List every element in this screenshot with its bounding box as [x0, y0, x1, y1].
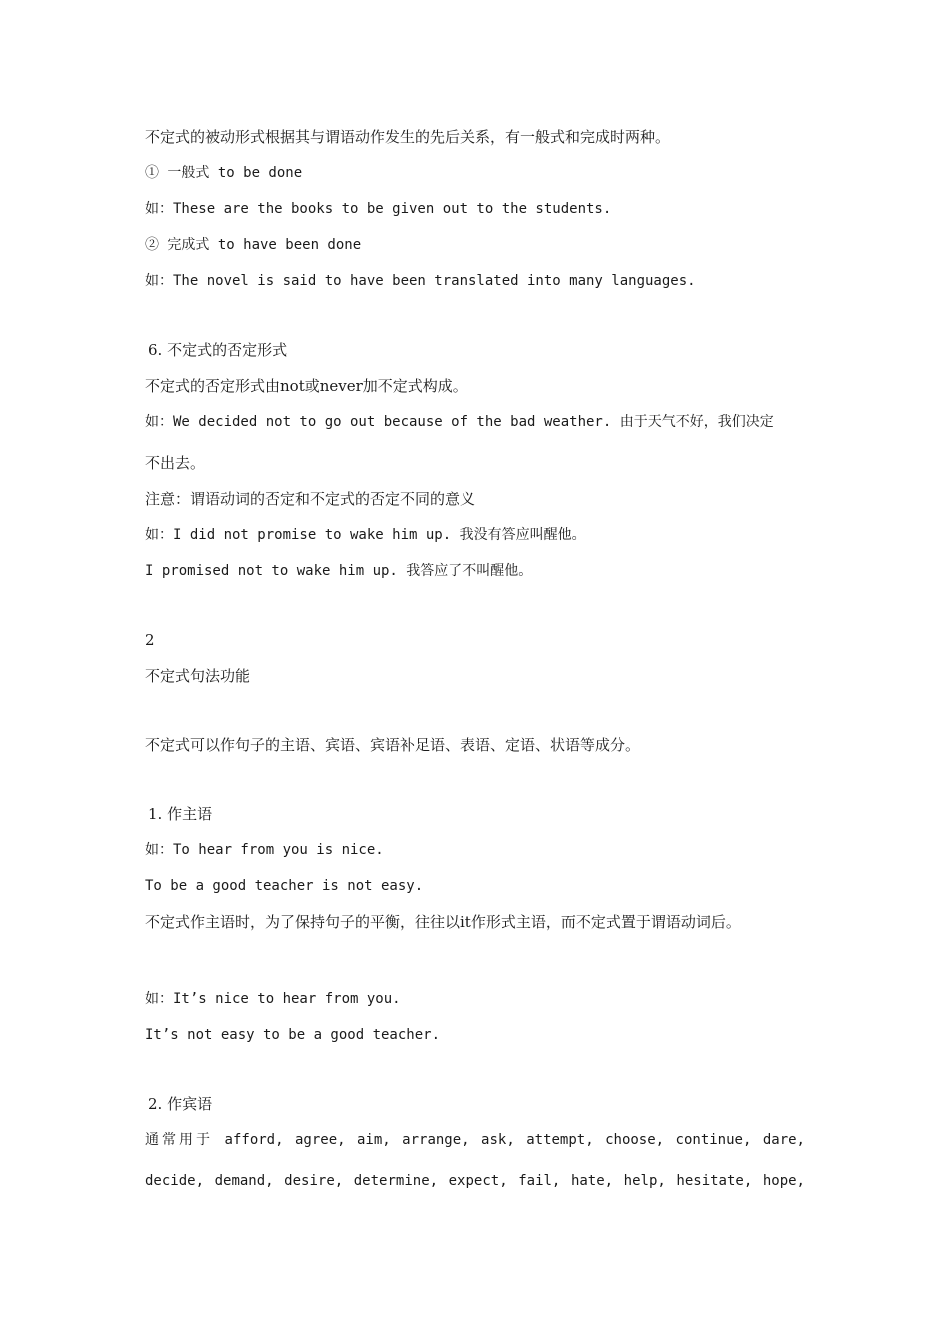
negative-example-line1: 如：We decided not to go out because of the bad weather. 由于天气不好，我们决定: [145, 414, 774, 430]
object-verbs-line1: 通常用于 afford, agree, aim, arrange, ask, attempt, choose, continue, dare,: [145, 1132, 805, 1148]
negative-heading: 6. 不定式的否定形式: [148, 341, 288, 359]
subject-example4: It’s not easy to be a good teacher.: [145, 1027, 441, 1043]
passive-perfect-example: 如：The novel is said to have been translated into many languages.: [145, 273, 696, 289]
subject-heading: 1. 作主语: [148, 805, 213, 823]
subject-example3: 如：It’s nice to hear from you.: [145, 991, 401, 1007]
subject-example1: 如：To hear from you is nice.: [145, 842, 384, 858]
negative-note-example2: I promised not to wake him up. 我答应了不叫醒他。: [145, 563, 533, 579]
negative-example-line2: 不出去。: [145, 454, 206, 472]
passive-simple-example: 如：These are the books to be given out to the students.: [145, 201, 612, 217]
passive-perfect-label: ② 完成式 to have been done: [145, 237, 362, 253]
negative-note-example1: 如：I did not promise to wake him up. 我没有答应叫醒他。: [145, 527, 586, 543]
negative-note: 注意：谓语动词的否定和不定式的否定不同的意义: [145, 490, 476, 508]
subject-rule: 不定式作主语时，为了保持句子的平衡，往往以it作形式主语，而不定式置于谓语动词后。: [145, 913, 741, 931]
passive-simple-label: ① 一般式 to be done: [145, 165, 303, 181]
negative-rule: 不定式的否定形式由not或never加不定式构成。: [145, 377, 468, 395]
section-summary: 不定式可以作句子的主语、宾语、宾语补足语、表语、定语、状语等成分。: [145, 736, 641, 754]
object-verbs-line2: decide, demand, desire, determine, expect, fail, hate, help, hesitate, hope,: [145, 1173, 805, 1189]
passive-intro: 不定式的被动形式根据其与谓语动作发生的先后关系，有一般式和完成时两种。: [145, 128, 671, 146]
section-number: 2: [145, 631, 155, 649]
object-heading: 2. 作宾语: [148, 1095, 213, 1113]
section-title: 不定式句法功能: [145, 667, 251, 685]
subject-example2: To be a good teacher is not easy.: [145, 878, 424, 894]
